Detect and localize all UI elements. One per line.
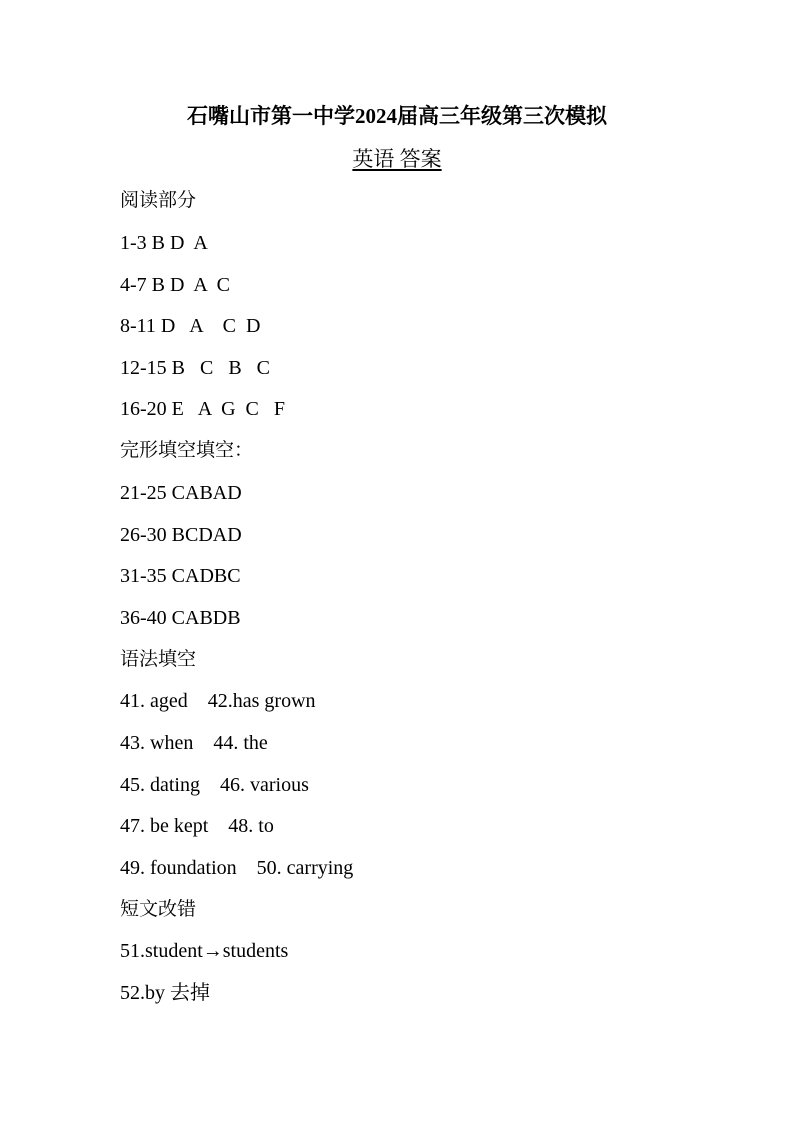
answer-line: 8-11 D A C D: [120, 315, 261, 337]
answer-line: 45. dating 46. various: [120, 774, 309, 796]
answer-line: 43. when 44. the: [120, 732, 268, 754]
answer-line: 47. be kept 48. to: [120, 815, 274, 837]
answer-line: 52.by 去掉: [120, 982, 210, 1004]
document-title: 石嘴山市第一中学2024届高三年级第三次模拟: [187, 104, 607, 128]
section-heading-correction: 短文改错: [120, 898, 197, 920]
answer-line: 4-7 B D A C: [120, 274, 231, 296]
answer-line: 26-30 BCDAD: [120, 524, 242, 546]
answer-line: 41. aged 42.has grown: [120, 690, 316, 712]
answer-line: 12-15 B C B C: [120, 357, 271, 379]
answer-line: 51.student→students: [120, 940, 289, 962]
answer-line: 1-3 B D A: [120, 232, 208, 254]
section-heading-reading: 阅读部分: [120, 189, 197, 211]
document-subtitle: [0, 145, 794, 173]
answer-line: 49. foundation 50. carrying: [120, 857, 354, 879]
answer-line: 21-25 CABAD: [120, 482, 242, 504]
section-heading-cloze: 完形填空填空：: [120, 439, 254, 461]
answer-line: 31-35 CADBC: [120, 565, 241, 587]
document-subtitle-text: 英语 答案: [352, 147, 442, 171]
answer-line: 16-20 E A G C F: [120, 398, 286, 420]
section-heading-grammar: 语法填空: [120, 648, 197, 670]
answer-line: 36-40 CABDB: [120, 607, 241, 629]
